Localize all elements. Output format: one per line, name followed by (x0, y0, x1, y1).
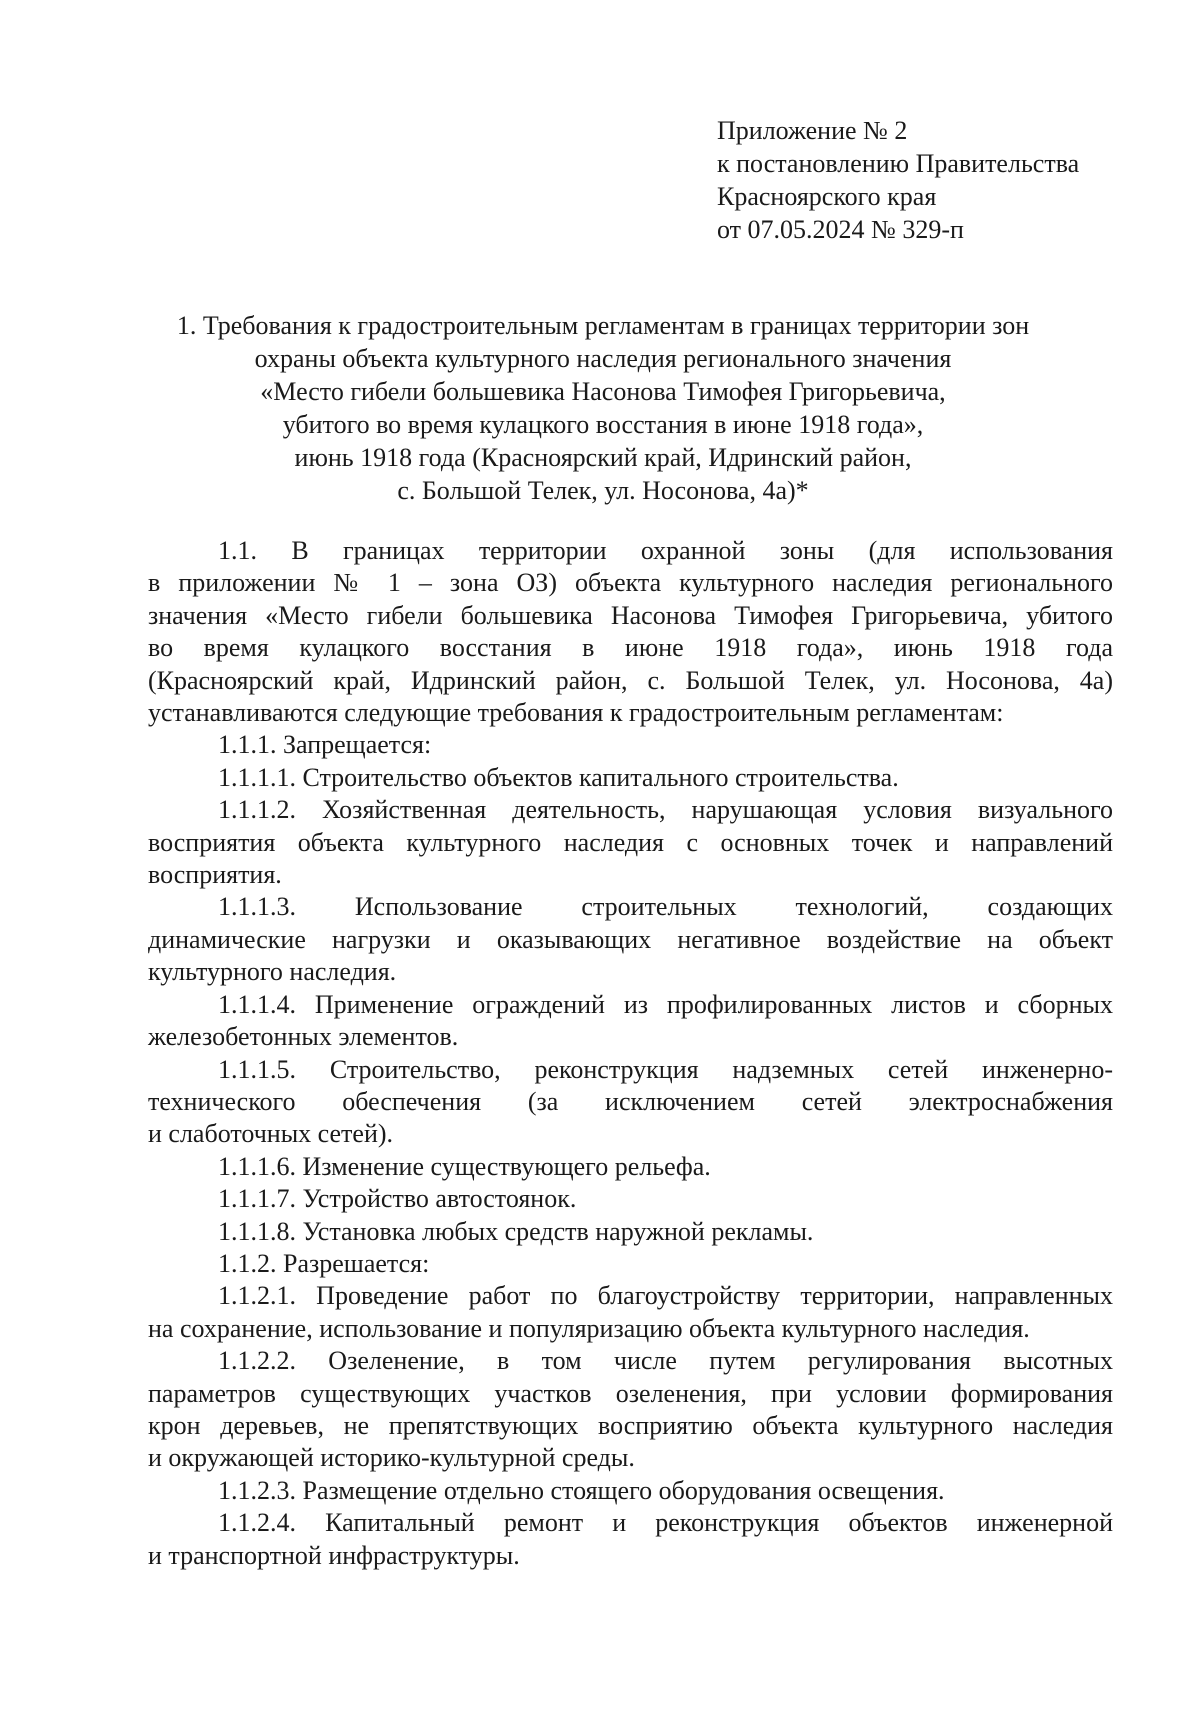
title-line: с. Большой Телек, ул. Носонова, 4а)* (397, 476, 809, 505)
paragraph-1-1-1-6: 1.1.1.6. Изменение существующего рельефа. (218, 1151, 711, 1181)
text-line: культурного наследия. (148, 957, 397, 987)
text-line: восприятия объекта культурного наследия с основных точек и направлений (148, 827, 1113, 857)
text-line: крон деревьев, не препятствующих восприятию объекта культурного наследия (148, 1410, 1113, 1440)
paragraph-1-1-2-1 (148, 1280, 1113, 1345)
paragraph-1-1-2: 1.1.2. Разрешается: (218, 1248, 430, 1278)
text-line: устанавливаются следующие требования к градостроительным регламентам: (148, 698, 1004, 728)
appendix-line: Красноярского края (717, 182, 937, 211)
text-line: динамические нагрузки и оказывающих негативное воздействие на объект (148, 924, 1113, 954)
text-line: значения «Место гибели большевика Насонова Тимофея Григорьевича, убитого (148, 600, 1113, 630)
text-line: 1.1.1.4. Применение ограждений из профилированных листов и сборных (218, 989, 1113, 1019)
paragraph-1-1-1: 1.1.1. Запрещается: (218, 730, 432, 760)
text-line: 1.1.1.5. Строительство, реконструкция надземных сетей инженерно- (218, 1054, 1113, 1084)
text-line: 1.1.2.2. Озеленение, в том числе путем регулирования высотных (218, 1346, 1113, 1376)
text-line: и окружающей историко-культурной среды. (148, 1443, 635, 1473)
text-line: 1.1.2.4. Капитальный ремонт и реконструкция объектов инженерной (218, 1508, 1113, 1538)
paragraph-1-1-1-2 (148, 794, 1113, 891)
text-line: 1.1.2.1. Проведение работ по благоустройству территории, направленных (218, 1281, 1113, 1311)
paragraph-1-1-1-1: 1.1.1.1. Строительство объектов капитального строительства. (218, 762, 899, 792)
text-line: 1.1.1.2. Хозяйственная деятельность, нарушающая условия визуального (218, 795, 1113, 825)
text-line: 1.1.1.3. Использование строительных технологий, создающих (218, 892, 1113, 922)
appendix-line: от 07.05.2024 № 329-п (717, 215, 964, 244)
appendix-line: к постановлению Правительства (717, 149, 1080, 178)
appendix-line: Приложение № 2 (717, 116, 908, 145)
text-line: технического обеспечения (за исключением сетей электроснабжения (148, 1086, 1113, 1116)
paragraph-1-1-2-2 (148, 1345, 1113, 1475)
text-line: железобетонных элементов. (148, 1022, 459, 1052)
paragraph-1-1-1-8: 1.1.1.8. Установка любых средств наружной рекламы. (218, 1216, 814, 1246)
title-line: «Место гибели большевика Насонова Тимофея Григорьевича, (260, 377, 946, 406)
title-line: охраны объекта культурного наследия регионального значения (254, 344, 952, 373)
text-line: 1.1. В границах территории охранной зоны (для использования (218, 536, 1113, 565)
paragraph-1-1-2-3: 1.1.2.3. Размещение отдельно стоящего оборудования освещения. (218, 1475, 945, 1505)
paragraph-1-1-1-7: 1.1.1.7. Устройство автостоянок. (218, 1184, 577, 1214)
text-line: (Красноярский край, Идринский район, с. Большой Телек, ул. Носонова, 4а) (148, 665, 1113, 695)
document-title (148, 309, 1058, 507)
text-line: и слаботочных сетей). (148, 1119, 394, 1149)
title-line: июнь 1918 года (Красноярский край, Идринский район, (294, 443, 912, 472)
text-line: и транспортной инфраструктуры. (148, 1540, 520, 1570)
text-line: в приложении № 1 – зона ОЗ) объекта культурного наследия регионального (148, 568, 1113, 598)
paragraph-1-1-2-4 (148, 1507, 1113, 1572)
document-body (148, 535, 1113, 1572)
text-line: параметров существующих участков озеленения, при условии формирования (148, 1378, 1113, 1408)
title-line: 1. Требования к градостроительным регламентам в границах территории зон (176, 311, 1030, 340)
appendix-header (717, 114, 1079, 246)
paragraph-1-1 (148, 535, 1113, 729)
paragraph-1-1-1-3 (148, 891, 1113, 988)
text-line: во время кулацкого восстания в июне 1918 года», июнь 1918 года (148, 633, 1113, 663)
title-line: убитого во время кулацкого восстания в июне 1918 года», (282, 410, 924, 439)
text-line: на сохранение, использование и популяризацию объекта культурного наследия. (148, 1313, 1030, 1343)
text-line: восприятия. (148, 860, 282, 890)
paragraph-1-1-1-5 (148, 1054, 1113, 1151)
paragraph-1-1-1-4 (148, 989, 1113, 1054)
